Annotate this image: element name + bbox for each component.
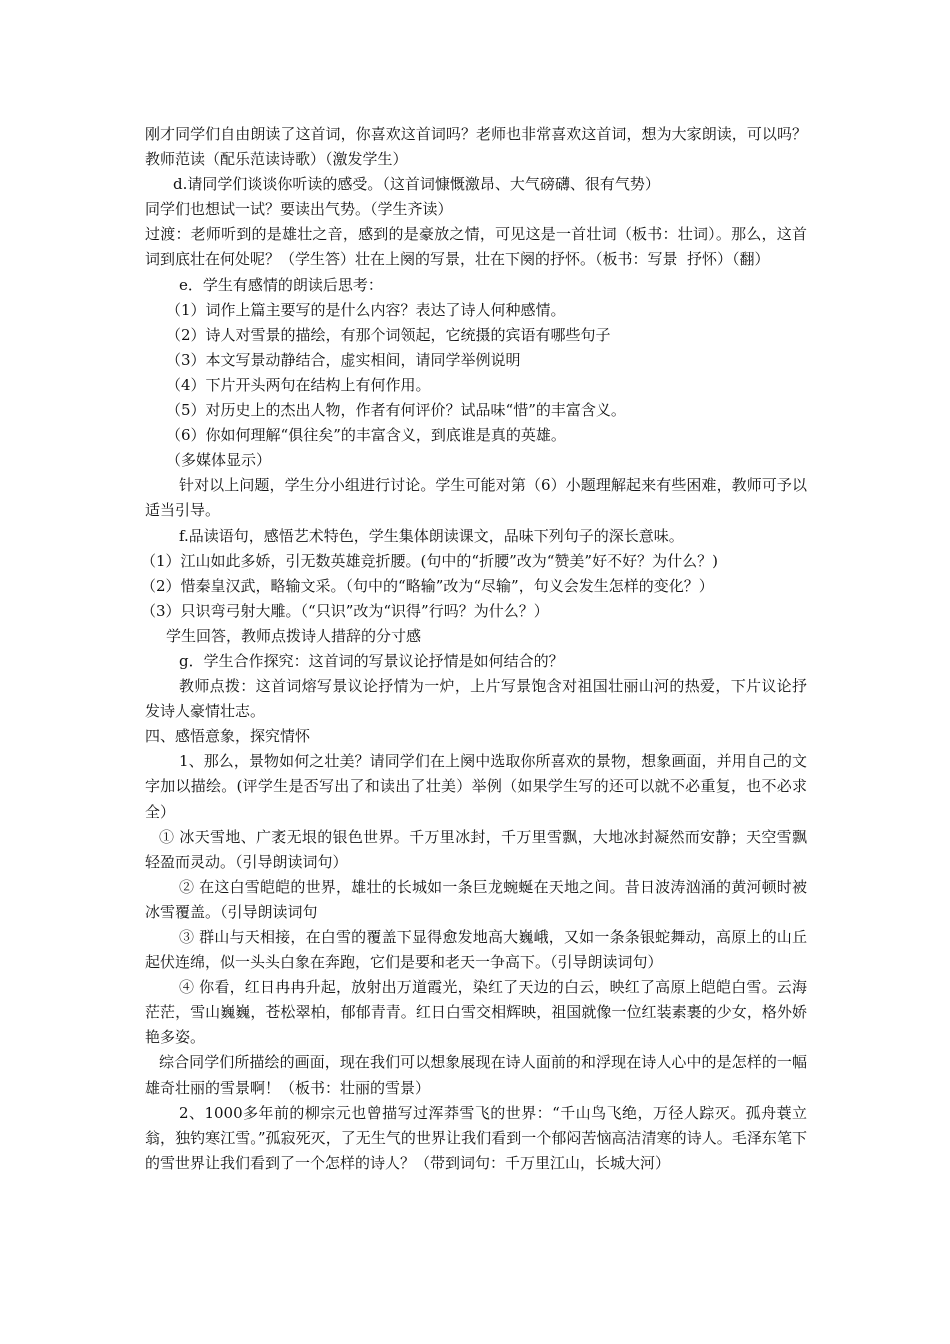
paragraph-teacher-guidance: 教师点拨：这首词熔写景议论抒情为一炉，上片写景饱含对祖国壮丽山河的热爱，下片议论抒发诗人豪情壮志。	[145, 677, 807, 721]
example-item-1: ① 冰天雪地、广袤无垠的银色世界。千万里冰封，千万里雪飘，大地冰封凝然而安静；天空雪飘轻盈而灵动。（引导朗读词句）	[145, 827, 807, 871]
question-item-1: （1）词作上篇主要写的是什么内容？表达了诗人何种感情。	[166, 300, 566, 319]
example-item-2: ② 在这白雪皑皑的世界，雄壮的长城如一条巨龙蜿蜒在天地之间。昔日波涛汹涌的黄河顿时被冰雪覆盖。（引导朗读词句	[145, 877, 807, 921]
example-item-4: ④ 你看，红日冉冉升起，放射出万道霞光，染红了天边的白云，映红了高原上皑皑白雪。云海茫茫，雪山巍巍，苍松翠柏，郁郁青青。红日白雪交相辉映，祖国就像一位红装素裹的少女，格外娇艳多姿。	[145, 978, 807, 1047]
sentence-item-3: （3）只识弯弓射大雕。（“只识”改为“识得”行吗？为什么？）	[141, 601, 549, 620]
question-item-6: （6）你如何理解“俱往矣”的丰富含义，到底谁是真的英雄。	[166, 426, 566, 445]
paragraph-point-1: 1、那么，景物如何之壮美？请同学们在上阕中选取你所喜欢的景物，想象画面，并用自己的文字加以描绘。(评学生是否写出了和读出了壮美）举例（如果学生写的还可以就不必重复，也不必求全）	[145, 752, 807, 821]
question-item-3: （3）本文写景动静结合，虚实相间，请同学举例说明	[166, 350, 521, 369]
paragraph-students-try: 同学们也想试一试？要读出气势。（学生齐读）	[145, 200, 453, 219]
sentence-item-1: （1）江山如此多娇，引无数英雄竞折腰。(句中的“折腰”改为“赞美”好不好？为什么？)	[141, 551, 718, 570]
paragraph-step-f: f.品读语句，感悟艺术特色，学生集体朗读课文，品味下列句子的深长意味。	[179, 526, 684, 545]
question-item-4: （4）下片开头两句在结构上有何作用。	[166, 375, 431, 394]
paragraph-teacher-reading: 刚才同学们自由朗读了这首词，你喜欢这首词吗？老师也非常喜欢这首词，想为大家朗读，可以吗？教师范读（配乐范读诗歌）（激发学生）	[145, 125, 807, 169]
sentence-item-2: （2）惜秦皇汉武，略输文采。（句中的“略输”改为“尽输”，句义会发生怎样的变化？）	[141, 576, 714, 595]
paragraph-transition: 过渡：老师听到的是雄壮之音，感到的是豪放之情，可见这是一首壮词（板书：壮词）。那么，这首词到底壮在何处呢？（学生答）壮在上阕的写景，壮在下阕的抒怀。（板书：写景 抒怀）（翻）	[145, 225, 807, 269]
paragraph-step-d: d.请同学们谈谈你听读的感受。（这首词慷慨激昂、大气磅礴、很有气势）	[173, 175, 660, 194]
paragraph-point-2: 2、1000多年前的柳宗元也曾描写过浑莽雪飞的世界：“千山鸟飞绝，万径人踪灭。孤舟蓑立翁，独钓寒江雪。”孤寂死灭，了无生气的世界让我们看到一个郁闷苦恼高洁清寒的诗人。毛泽东笔下的雪世界让我们看到了一个怎样的诗人？（带到词句：千万里江山，长城大河）	[145, 1103, 807, 1172]
paragraph-multimedia-note: （多媒体显示）	[166, 451, 272, 470]
paragraph-step-g: g．学生合作探究：这首词的写景议论抒情是如何结合的？	[179, 651, 564, 670]
paragraph-group-discussion: 针对以上问题，学生分小组进行讨论。学生可能对第（6）小题理解起来有些困难，教师可予以适当引导。	[145, 476, 807, 520]
section-heading-four: 四、感悟意象，探究情怀	[145, 727, 311, 746]
paragraph-step-e: e．学生有感情的朗读后思考：	[179, 275, 383, 294]
example-item-3: ③ 群山与天相接，在白雪的覆盖下显得愈发地高大巍峨，又如一条条银蛇舞动，高原上的山丘起伏连绵，似一头头白象在奔跑，它们是要和老天一争高下。（引导朗读词句）	[145, 928, 807, 972]
document-page	[141, 122, 807, 1176]
paragraph-students-answer: 学生回答，教师点拨诗人措辞的分寸感	[166, 626, 422, 645]
question-item-5: （5）对历史上的杰出人物，作者有何评价？试品味“惜”的丰富含义。	[166, 401, 626, 420]
paragraph-summary: 综合同学们所描绘的画面，现在我们可以想象展现在诗人面前的和浮现在诗人心中的是怎样的一幅雄奇壮丽的雪景啊！（板书：壮丽的雪景）	[145, 1053, 807, 1097]
question-item-2: （2）诗人对雪景的描绘，有那个词领起，它统摄的宾语有哪些句子	[166, 325, 611, 344]
